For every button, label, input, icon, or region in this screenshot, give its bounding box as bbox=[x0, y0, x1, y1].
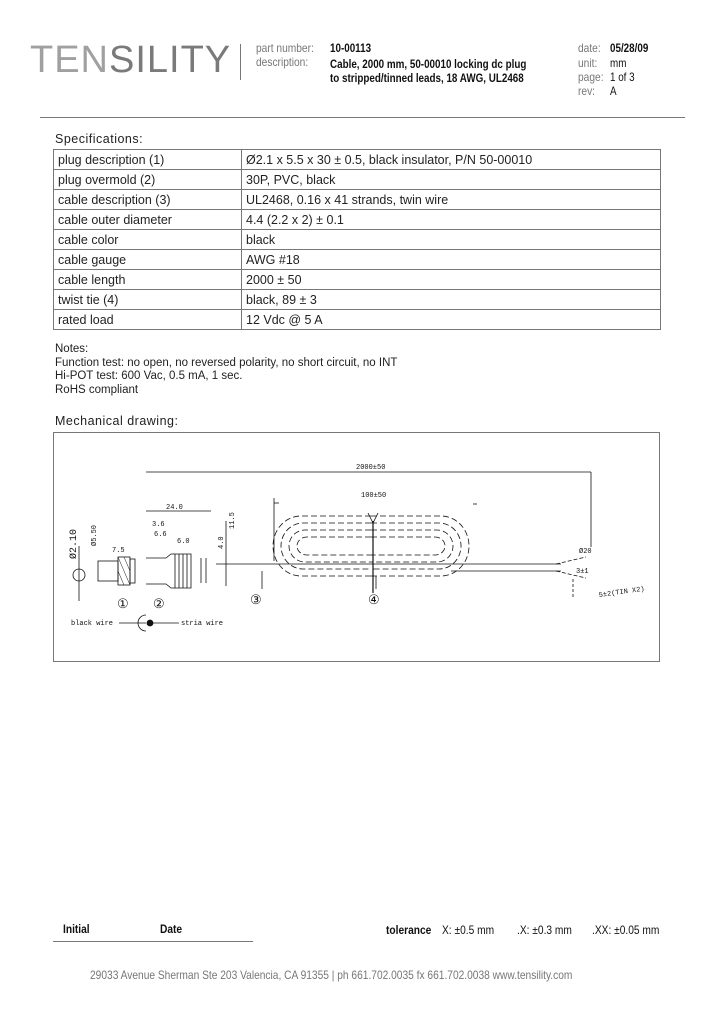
date-label: date: bbox=[578, 41, 601, 55]
dim-label: 6.0 bbox=[177, 538, 190, 546]
page-label: page: bbox=[578, 70, 604, 84]
spec-label: cable outer diameter bbox=[54, 210, 242, 230]
tolerance-x: X: ±0.5 mm bbox=[442, 923, 495, 937]
callout-3: ③ bbox=[250, 593, 262, 608]
cable-coil bbox=[273, 516, 469, 576]
logo-part2: SILITY bbox=[109, 39, 232, 81]
length-label: 2000±50 bbox=[356, 464, 386, 472]
page-value: 1 of 3 bbox=[610, 70, 635, 84]
callout-1: ① bbox=[117, 597, 129, 612]
spec-row bbox=[54, 230, 661, 250]
dim-label: 6.6 bbox=[154, 531, 167, 539]
description-line1: Cable, 2000 mm, 50-00010 locking dc plug bbox=[330, 57, 527, 71]
description-line2: to stripped/tinned leads, 18 AWG, UL2468 bbox=[330, 71, 524, 85]
spec-label: rated load bbox=[54, 310, 242, 330]
rev-value: A bbox=[610, 84, 617, 98]
strip2-label: 3±1 bbox=[576, 568, 589, 576]
company-address: 29033 Avenue Sherman Ste 203 Valencia, CA 91355 | ph 661.702.0035 fx 661.702.0038 www.tensility.com bbox=[90, 968, 573, 982]
spec-label: cable gauge bbox=[54, 250, 242, 270]
dia2-label: Ø5.50 bbox=[91, 524, 99, 546]
plug-collar bbox=[130, 559, 135, 583]
notes bbox=[55, 343, 397, 397]
drawing-title: Mechanical drawing: bbox=[55, 414, 179, 428]
note-line: RoHS compliant bbox=[55, 383, 139, 396]
callout-4: ④ bbox=[368, 593, 380, 608]
note-line: Hi-POT test: 600 Vac, 0.5 mA, 1 sec. bbox=[55, 370, 243, 382]
part-number-label: part number: bbox=[256, 41, 314, 55]
tolerance-label: tolerance bbox=[386, 923, 432, 937]
tensility-logo bbox=[30, 40, 231, 80]
tolerance-xx: .XX: ±0.05 mm bbox=[592, 923, 660, 937]
spec-value: AWG #18 bbox=[242, 250, 661, 270]
signoff-rule bbox=[53, 941, 253, 942]
header-divider bbox=[240, 44, 241, 80]
dim-label: 3.6 bbox=[152, 521, 165, 529]
spec-row bbox=[54, 250, 661, 270]
spec-row bbox=[54, 170, 661, 190]
rev-label: rev: bbox=[578, 84, 596, 98]
date-value: 05/28/09 bbox=[610, 41, 649, 55]
strain-relief bbox=[201, 558, 206, 583]
spec-value: black, 89 ± 3 bbox=[242, 290, 661, 310]
spec-row bbox=[54, 310, 661, 330]
spec-label: cable length bbox=[54, 270, 242, 290]
logo-part1: TEN bbox=[30, 39, 109, 81]
spec-value: UL2468, 0.16 x 41 strands, twin wire bbox=[242, 190, 661, 210]
spec-row bbox=[54, 270, 661, 290]
dim-label: 11.5 bbox=[229, 512, 237, 529]
part-number: 10-00113 bbox=[330, 41, 372, 55]
note-line: Function test: no open, no reversed polarity, no short circuit, no INT bbox=[55, 356, 398, 369]
callout-2: ② bbox=[153, 597, 165, 612]
spec-label: plug overmold (2) bbox=[54, 170, 242, 190]
spec-value: 4.4 (2.2 x 2) ± 0.1 bbox=[242, 210, 661, 230]
stria-wire-label: stria wire bbox=[181, 620, 224, 628]
mechanical-drawing bbox=[53, 432, 660, 662]
header-rule bbox=[40, 117, 685, 118]
lead-1 bbox=[556, 557, 586, 564]
date-signoff-label: Date bbox=[160, 922, 183, 936]
spec-value: black bbox=[242, 230, 661, 250]
plug-len-label: 24.0 bbox=[166, 504, 183, 512]
unit-label: unit: bbox=[578, 56, 598, 70]
dim-label: 7.5 bbox=[112, 547, 125, 555]
spec-row bbox=[54, 210, 661, 230]
spec-row bbox=[54, 190, 661, 210]
notes-title: Notes: bbox=[55, 343, 89, 355]
overmold bbox=[146, 554, 191, 588]
spec-label: cable color bbox=[54, 230, 242, 250]
spec-label: twist tie (4) bbox=[54, 290, 242, 310]
unit-value: mm bbox=[610, 56, 627, 70]
spec-row bbox=[54, 150, 661, 170]
knurl-hatch bbox=[118, 557, 130, 585]
spec-value: 2000 ± 50 bbox=[242, 270, 661, 290]
black-wire-label: black wire bbox=[71, 620, 114, 628]
spec-row bbox=[54, 290, 661, 310]
end-label: Ø20 bbox=[579, 548, 592, 556]
strip-label: 5±2(TIN X2) bbox=[598, 585, 646, 600]
tolerance-x1: .X: ±0.3 mm bbox=[517, 923, 572, 937]
description-label: description: bbox=[256, 55, 309, 69]
drawing-svg bbox=[54, 433, 661, 663]
spec-value: 30P, PVC, black bbox=[242, 170, 661, 190]
dim-label: 4.0 bbox=[218, 536, 226, 549]
tie-label: 100±50 bbox=[361, 492, 387, 500]
spec-value: 12 Vdc @ 5 A bbox=[242, 310, 661, 330]
spec-label: cable description (3) bbox=[54, 190, 242, 210]
overmold-ribs bbox=[175, 554, 187, 588]
specifications-title: Specifications: bbox=[55, 132, 144, 146]
spec-label: plug description (1) bbox=[54, 150, 242, 170]
dia-label: Ø2.10 bbox=[69, 528, 80, 559]
plug-tip bbox=[98, 561, 118, 581]
specifications-table bbox=[53, 149, 661, 330]
initial-label: Initial bbox=[63, 922, 90, 936]
wire-section-icon bbox=[147, 620, 153, 626]
spec-value: Ø2.1 x 5.5 x 30 ± 0.5, black insulator, P/N 50-00010 bbox=[242, 150, 661, 170]
